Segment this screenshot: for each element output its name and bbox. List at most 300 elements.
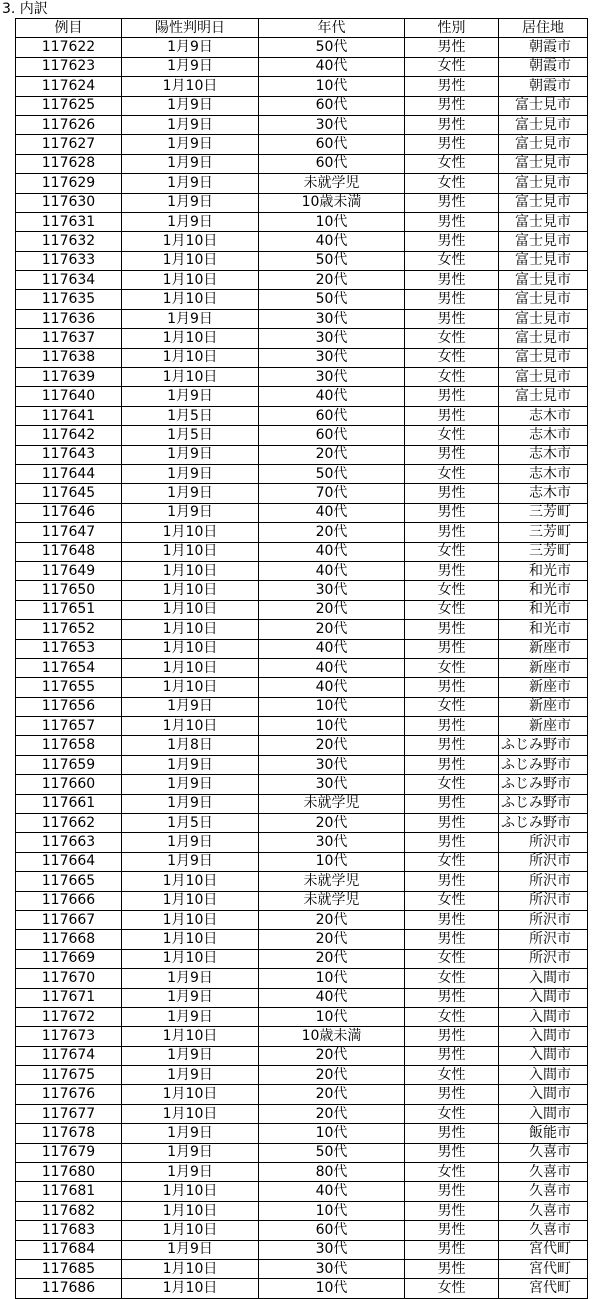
cell-residence: 入間市 bbox=[499, 1027, 588, 1046]
cell-positive-date: 1月10日 bbox=[122, 600, 259, 619]
cell-residence: 富士見市 bbox=[499, 348, 588, 367]
cell-sex: 男性 bbox=[405, 639, 499, 658]
cell-age-group: 60代 bbox=[259, 154, 405, 173]
cell-age-group: 10代 bbox=[259, 1007, 405, 1026]
table-row bbox=[16, 387, 588, 406]
cell-case-number: 117627 bbox=[16, 135, 122, 154]
cell-positive-date: 1月10日 bbox=[122, 542, 259, 561]
table-row bbox=[16, 523, 588, 542]
cell-age-group: 20代 bbox=[259, 814, 405, 833]
table-row bbox=[16, 1085, 588, 1104]
cell-case-number: 117672 bbox=[16, 1007, 122, 1026]
table-row bbox=[16, 368, 588, 387]
cell-residence: 所沢市 bbox=[499, 910, 588, 929]
cell-sex: 女性 bbox=[405, 891, 499, 910]
cell-residence: 朝霞市 bbox=[499, 38, 588, 57]
cell-age-group: 20代 bbox=[259, 949, 405, 968]
cell-positive-date: 1月10日 bbox=[122, 910, 259, 929]
cell-sex: 男性 bbox=[405, 1201, 499, 1220]
cell-case-number: 117640 bbox=[16, 387, 122, 406]
cell-age-group: 50代 bbox=[259, 290, 405, 309]
cell-age-group: 30代 bbox=[259, 368, 405, 387]
table-row bbox=[16, 1046, 588, 1065]
cell-age-group: 未就学児 bbox=[259, 872, 405, 891]
cell-positive-date: 1月10日 bbox=[122, 329, 259, 348]
cell-case-number: 117626 bbox=[16, 115, 122, 134]
cell-age-group: 10歳未満 bbox=[259, 1027, 405, 1046]
table-row bbox=[16, 309, 588, 328]
cell-sex: 男性 bbox=[405, 872, 499, 891]
cell-sex: 男性 bbox=[405, 115, 499, 134]
cell-sex: 男性 bbox=[405, 271, 499, 290]
cell-residence: 志木市 bbox=[499, 464, 588, 483]
cell-positive-date: 1月10日 bbox=[122, 77, 259, 96]
cell-sex: 男性 bbox=[405, 755, 499, 774]
cell-case-number: 117628 bbox=[16, 154, 122, 173]
cell-positive-date: 1月10日 bbox=[122, 949, 259, 968]
cell-sex: 男性 bbox=[405, 445, 499, 464]
cell-age-group: 20代 bbox=[259, 620, 405, 639]
cell-positive-date: 1月9日 bbox=[122, 445, 259, 464]
cell-residence: 入間市 bbox=[499, 1046, 588, 1065]
cell-residence: 入間市 bbox=[499, 1007, 588, 1026]
table-row bbox=[16, 445, 588, 464]
cell-positive-date: 1月10日 bbox=[122, 251, 259, 270]
cell-case-number: 117637 bbox=[16, 329, 122, 348]
cell-residence: 富士見市 bbox=[499, 96, 588, 115]
table-row bbox=[16, 154, 588, 173]
cell-positive-date: 1月10日 bbox=[122, 1104, 259, 1123]
cell-age-group: 40代 bbox=[259, 387, 405, 406]
cell-positive-date: 1月9日 bbox=[122, 1124, 259, 1143]
cell-positive-date: 1月5日 bbox=[122, 406, 259, 425]
table-row bbox=[16, 1007, 588, 1026]
cell-case-number: 117657 bbox=[16, 717, 122, 736]
cell-residence: 新座市 bbox=[499, 658, 588, 677]
cell-age-group: 70代 bbox=[259, 484, 405, 503]
cell-age-group: 60代 bbox=[259, 1221, 405, 1240]
cell-positive-date: 1月10日 bbox=[122, 232, 259, 251]
cell-residence: 所沢市 bbox=[499, 891, 588, 910]
cell-age-group: 40代 bbox=[259, 1182, 405, 1201]
table-row bbox=[16, 115, 588, 134]
cell-age-group: 未就学児 bbox=[259, 174, 405, 193]
cell-case-number: 117686 bbox=[16, 1279, 122, 1298]
table-row bbox=[16, 1163, 588, 1182]
cell-case-number: 117636 bbox=[16, 309, 122, 328]
cell-residence: 久喜市 bbox=[499, 1201, 588, 1220]
cell-residence: 朝霞市 bbox=[499, 77, 588, 96]
table-header-row bbox=[16, 19, 588, 38]
column-header-case-number: 例目 bbox=[16, 19, 122, 38]
cell-age-group: 未就学児 bbox=[259, 794, 405, 813]
cell-residence: ふじみ野市 bbox=[499, 755, 588, 774]
cell-residence: 志木市 bbox=[499, 426, 588, 445]
cell-case-number: 117669 bbox=[16, 949, 122, 968]
cell-case-number: 117676 bbox=[16, 1085, 122, 1104]
cell-age-group: 40代 bbox=[259, 988, 405, 1007]
cell-sex: 男性 bbox=[405, 717, 499, 736]
cell-case-number: 117679 bbox=[16, 1143, 122, 1162]
table-row bbox=[16, 988, 588, 1007]
table-row bbox=[16, 852, 588, 871]
cell-age-group: 50代 bbox=[259, 1143, 405, 1162]
cell-positive-date: 1月9日 bbox=[122, 96, 259, 115]
cell-positive-date: 1月10日 bbox=[122, 290, 259, 309]
cell-sex: 男性 bbox=[405, 1182, 499, 1201]
cell-case-number: 117663 bbox=[16, 833, 122, 852]
cell-age-group: 10代 bbox=[259, 717, 405, 736]
column-header-sex: 性別 bbox=[405, 19, 499, 38]
cell-sex: 男性 bbox=[405, 503, 499, 522]
cell-residence: 入間市 bbox=[499, 988, 588, 1007]
cell-age-group: 40代 bbox=[259, 57, 405, 76]
cell-sex: 女性 bbox=[405, 949, 499, 968]
table-row bbox=[16, 426, 588, 445]
cell-positive-date: 1月10日 bbox=[122, 620, 259, 639]
cell-case-number: 117635 bbox=[16, 290, 122, 309]
cell-positive-date: 1月10日 bbox=[122, 891, 259, 910]
cell-positive-date: 1月9日 bbox=[122, 833, 259, 852]
table-row bbox=[16, 561, 588, 580]
cell-residence: 飯能市 bbox=[499, 1124, 588, 1143]
table-row bbox=[16, 814, 588, 833]
cell-age-group: 10代 bbox=[259, 969, 405, 988]
cell-residence: 富士見市 bbox=[499, 290, 588, 309]
cell-positive-date: 1月10日 bbox=[122, 639, 259, 658]
cell-sex: 女性 bbox=[405, 969, 499, 988]
cell-sex: 女性 bbox=[405, 251, 499, 270]
cell-residence: 富士見市 bbox=[499, 309, 588, 328]
cell-residence: 所沢市 bbox=[499, 872, 588, 891]
cell-age-group: 20代 bbox=[259, 1085, 405, 1104]
cell-positive-date: 1月10日 bbox=[122, 523, 259, 542]
cell-residence: 富士見市 bbox=[499, 232, 588, 251]
table-row bbox=[16, 1027, 588, 1046]
cell-sex: 男性 bbox=[405, 1085, 499, 1104]
case-breakdown-table bbox=[15, 18, 588, 1299]
table-row bbox=[16, 872, 588, 891]
cell-case-number: 117647 bbox=[16, 523, 122, 542]
cell-age-group: 30代 bbox=[259, 833, 405, 852]
cell-sex: 男性 bbox=[405, 910, 499, 929]
cell-age-group: 60代 bbox=[259, 96, 405, 115]
table-row bbox=[16, 697, 588, 716]
cell-sex: 男性 bbox=[405, 736, 499, 755]
cell-sex: 男性 bbox=[405, 1240, 499, 1259]
cell-sex: 女性 bbox=[405, 581, 499, 600]
cell-residence: ふじみ野市 bbox=[499, 736, 588, 755]
cell-positive-date: 1月10日 bbox=[122, 930, 259, 949]
table-row bbox=[16, 38, 588, 57]
cell-sex: 女性 bbox=[405, 1007, 499, 1026]
cell-age-group: 30代 bbox=[259, 1240, 405, 1259]
cell-case-number: 117653 bbox=[16, 639, 122, 658]
cell-case-number: 117639 bbox=[16, 368, 122, 387]
cell-case-number: 117678 bbox=[16, 1124, 122, 1143]
cell-sex: 男性 bbox=[405, 290, 499, 309]
cell-sex: 男性 bbox=[405, 96, 499, 115]
cell-residence: 宮代町 bbox=[499, 1279, 588, 1298]
cell-sex: 男性 bbox=[405, 561, 499, 580]
cell-age-group: 30代 bbox=[259, 309, 405, 328]
table-row bbox=[16, 251, 588, 270]
cell-age-group: 20代 bbox=[259, 1046, 405, 1065]
cell-age-group: 20代 bbox=[259, 1066, 405, 1085]
cell-case-number: 117655 bbox=[16, 678, 122, 697]
cell-case-number: 117674 bbox=[16, 1046, 122, 1065]
cell-sex: 女性 bbox=[405, 852, 499, 871]
cell-residence: 富士見市 bbox=[499, 174, 588, 193]
cell-residence: 新座市 bbox=[499, 678, 588, 697]
table-row bbox=[16, 135, 588, 154]
cell-residence: 久喜市 bbox=[499, 1221, 588, 1240]
cell-positive-date: 1月9日 bbox=[122, 135, 259, 154]
table-row bbox=[16, 484, 588, 503]
cell-residence: ふじみ野市 bbox=[499, 775, 588, 794]
table-row bbox=[16, 930, 588, 949]
cell-sex: 女性 bbox=[405, 174, 499, 193]
cell-positive-date: 1月9日 bbox=[122, 174, 259, 193]
cell-case-number: 117624 bbox=[16, 77, 122, 96]
cell-case-number: 117643 bbox=[16, 445, 122, 464]
cell-sex: 女性 bbox=[405, 348, 499, 367]
cell-positive-date: 1月9日 bbox=[122, 1240, 259, 1259]
cell-age-group: 50代 bbox=[259, 251, 405, 270]
table-body bbox=[16, 38, 588, 1298]
cell-sex: 女性 bbox=[405, 57, 499, 76]
cell-positive-date: 1月10日 bbox=[122, 1182, 259, 1201]
table-row bbox=[16, 77, 588, 96]
cell-residence: 宮代町 bbox=[499, 1240, 588, 1259]
cell-residence: 所沢市 bbox=[499, 930, 588, 949]
cell-case-number: 117685 bbox=[16, 1260, 122, 1279]
column-header-age-group: 年代 bbox=[259, 19, 405, 38]
cell-sex: 女性 bbox=[405, 775, 499, 794]
cell-case-number: 117682 bbox=[16, 1201, 122, 1220]
cell-positive-date: 1月9日 bbox=[122, 484, 259, 503]
table-row bbox=[16, 620, 588, 639]
cell-residence: 和光市 bbox=[499, 620, 588, 639]
cell-case-number: 117680 bbox=[16, 1163, 122, 1182]
cell-case-number: 117654 bbox=[16, 658, 122, 677]
cell-positive-date: 1月10日 bbox=[122, 368, 259, 387]
cell-residence: 所沢市 bbox=[499, 852, 588, 871]
cell-age-group: 20代 bbox=[259, 445, 405, 464]
table-row bbox=[16, 503, 588, 522]
cell-sex: 男性 bbox=[405, 1124, 499, 1143]
cell-positive-date: 1月10日 bbox=[122, 1085, 259, 1104]
cell-case-number: 117684 bbox=[16, 1240, 122, 1259]
cell-age-group: 10代 bbox=[259, 1279, 405, 1298]
cell-case-number: 117633 bbox=[16, 251, 122, 270]
cell-positive-date: 1月9日 bbox=[122, 755, 259, 774]
cell-age-group: 40代 bbox=[259, 503, 405, 522]
cell-residence: 入間市 bbox=[499, 1066, 588, 1085]
cell-positive-date: 1月10日 bbox=[122, 717, 259, 736]
cell-positive-date: 1月9日 bbox=[122, 1143, 259, 1162]
cell-case-number: 117651 bbox=[16, 600, 122, 619]
cell-case-number: 117623 bbox=[16, 57, 122, 76]
cell-residence: 三芳町 bbox=[499, 503, 588, 522]
cell-residence: 志木市 bbox=[499, 445, 588, 464]
cell-positive-date: 1月9日 bbox=[122, 154, 259, 173]
cell-sex: 男性 bbox=[405, 135, 499, 154]
cell-sex: 男性 bbox=[405, 794, 499, 813]
cell-sex: 女性 bbox=[405, 1279, 499, 1298]
cell-sex: 女性 bbox=[405, 368, 499, 387]
cell-case-number: 117677 bbox=[16, 1104, 122, 1123]
cell-positive-date: 1月9日 bbox=[122, 115, 259, 134]
cell-sex: 男性 bbox=[405, 678, 499, 697]
cell-case-number: 117634 bbox=[16, 271, 122, 290]
cell-age-group: 20代 bbox=[259, 736, 405, 755]
cell-positive-date: 1月9日 bbox=[122, 212, 259, 231]
table-row bbox=[16, 581, 588, 600]
table-row bbox=[16, 1104, 588, 1123]
cell-sex: 女性 bbox=[405, 600, 499, 619]
cell-case-number: 117645 bbox=[16, 484, 122, 503]
cell-positive-date: 1月10日 bbox=[122, 348, 259, 367]
cell-case-number: 117629 bbox=[16, 174, 122, 193]
table-row bbox=[16, 600, 588, 619]
cell-residence: 志木市 bbox=[499, 484, 588, 503]
cell-sex: 男性 bbox=[405, 232, 499, 251]
cell-residence: 富士見市 bbox=[499, 329, 588, 348]
cell-positive-date: 1月10日 bbox=[122, 1201, 259, 1220]
table-row bbox=[16, 212, 588, 231]
cell-residence: 富士見市 bbox=[499, 387, 588, 406]
cell-age-group: 10代 bbox=[259, 212, 405, 231]
cell-sex: 女性 bbox=[405, 1104, 499, 1123]
table-row bbox=[16, 290, 588, 309]
cell-sex: 男性 bbox=[405, 988, 499, 1007]
table-row bbox=[16, 775, 588, 794]
cell-residence: 富士見市 bbox=[499, 193, 588, 212]
cell-age-group: 10代 bbox=[259, 77, 405, 96]
table-row bbox=[16, 1240, 588, 1259]
cell-case-number: 117671 bbox=[16, 988, 122, 1007]
cell-sex: 男性 bbox=[405, 484, 499, 503]
table-row bbox=[16, 949, 588, 968]
cell-positive-date: 1月5日 bbox=[122, 814, 259, 833]
cell-case-number: 117644 bbox=[16, 464, 122, 483]
table-row bbox=[16, 406, 588, 425]
cell-residence: 三芳町 bbox=[499, 523, 588, 542]
cell-age-group: 10歳未満 bbox=[259, 193, 405, 212]
cell-age-group: 20代 bbox=[259, 1104, 405, 1123]
table-row bbox=[16, 717, 588, 736]
table-row bbox=[16, 542, 588, 561]
cell-sex: 女性 bbox=[405, 1066, 499, 1085]
cell-residence: 富士見市 bbox=[499, 368, 588, 387]
table-row bbox=[16, 678, 588, 697]
cell-residence: 久喜市 bbox=[499, 1182, 588, 1201]
cell-case-number: 117642 bbox=[16, 426, 122, 445]
cell-case-number: 117649 bbox=[16, 561, 122, 580]
cell-sex: 男性 bbox=[405, 1143, 499, 1162]
cell-positive-date: 1月9日 bbox=[122, 503, 259, 522]
table-row bbox=[16, 464, 588, 483]
cell-sex: 男性 bbox=[405, 193, 499, 212]
cell-age-group: 50代 bbox=[259, 38, 405, 57]
cell-case-number: 117675 bbox=[16, 1066, 122, 1085]
cell-residence: 和光市 bbox=[499, 581, 588, 600]
cell-case-number: 117667 bbox=[16, 910, 122, 929]
cell-age-group: 20代 bbox=[259, 523, 405, 542]
cell-age-group: 20代 bbox=[259, 910, 405, 929]
cell-residence: 久喜市 bbox=[499, 1163, 588, 1182]
column-header-positive-date: 陽性判明日 bbox=[122, 19, 259, 38]
cell-positive-date: 1月9日 bbox=[122, 193, 259, 212]
table-row bbox=[16, 271, 588, 290]
cell-residence: 入間市 bbox=[499, 1085, 588, 1104]
table-row bbox=[16, 736, 588, 755]
table-row bbox=[16, 96, 588, 115]
cell-positive-date: 1月9日 bbox=[122, 852, 259, 871]
cell-age-group: 60代 bbox=[259, 426, 405, 445]
table-row bbox=[16, 833, 588, 852]
cell-case-number: 117652 bbox=[16, 620, 122, 639]
cell-age-group: 30代 bbox=[259, 115, 405, 134]
cell-positive-date: 1月9日 bbox=[122, 794, 259, 813]
cell-sex: 女性 bbox=[405, 329, 499, 348]
cell-age-group: 未就学児 bbox=[259, 891, 405, 910]
cell-sex: 女性 bbox=[405, 464, 499, 483]
table-row bbox=[16, 1066, 588, 1085]
cell-age-group: 30代 bbox=[259, 348, 405, 367]
cell-sex: 男性 bbox=[405, 833, 499, 852]
table-row bbox=[16, 57, 588, 76]
cell-case-number: 117666 bbox=[16, 891, 122, 910]
cell-positive-date: 1月10日 bbox=[122, 1027, 259, 1046]
cell-residence: 富士見市 bbox=[499, 115, 588, 134]
cell-sex: 男性 bbox=[405, 212, 499, 231]
cell-positive-date: 1月9日 bbox=[122, 57, 259, 76]
cell-age-group: 40代 bbox=[259, 658, 405, 677]
cell-sex: 女性 bbox=[405, 154, 499, 173]
cell-residence: 富士見市 bbox=[499, 251, 588, 270]
cell-age-group: 20代 bbox=[259, 600, 405, 619]
cell-residence: 入間市 bbox=[499, 1104, 588, 1123]
table-row bbox=[16, 1143, 588, 1162]
cell-age-group: 40代 bbox=[259, 542, 405, 561]
cell-case-number: 117638 bbox=[16, 348, 122, 367]
cell-age-group: 10代 bbox=[259, 852, 405, 871]
cell-sex: 女性 bbox=[405, 542, 499, 561]
cell-positive-date: 1月10日 bbox=[122, 581, 259, 600]
cell-positive-date: 1月10日 bbox=[122, 1221, 259, 1240]
cell-sex: 男性 bbox=[405, 1260, 499, 1279]
table-row bbox=[16, 910, 588, 929]
cell-sex: 男性 bbox=[405, 1221, 499, 1240]
table-row bbox=[16, 174, 588, 193]
cell-positive-date: 1月10日 bbox=[122, 872, 259, 891]
cell-case-number: 117630 bbox=[16, 193, 122, 212]
cell-age-group: 30代 bbox=[259, 329, 405, 348]
table-row bbox=[16, 794, 588, 813]
cell-case-number: 117625 bbox=[16, 96, 122, 115]
cell-positive-date: 1月9日 bbox=[122, 969, 259, 988]
cell-case-number: 117646 bbox=[16, 503, 122, 522]
cell-sex: 男性 bbox=[405, 77, 499, 96]
cell-age-group: 20代 bbox=[259, 271, 405, 290]
cell-residence: ふじみ野市 bbox=[499, 794, 588, 813]
cell-age-group: 40代 bbox=[259, 678, 405, 697]
table-row bbox=[16, 1182, 588, 1201]
cell-age-group: 30代 bbox=[259, 755, 405, 774]
cell-positive-date: 1月10日 bbox=[122, 678, 259, 697]
